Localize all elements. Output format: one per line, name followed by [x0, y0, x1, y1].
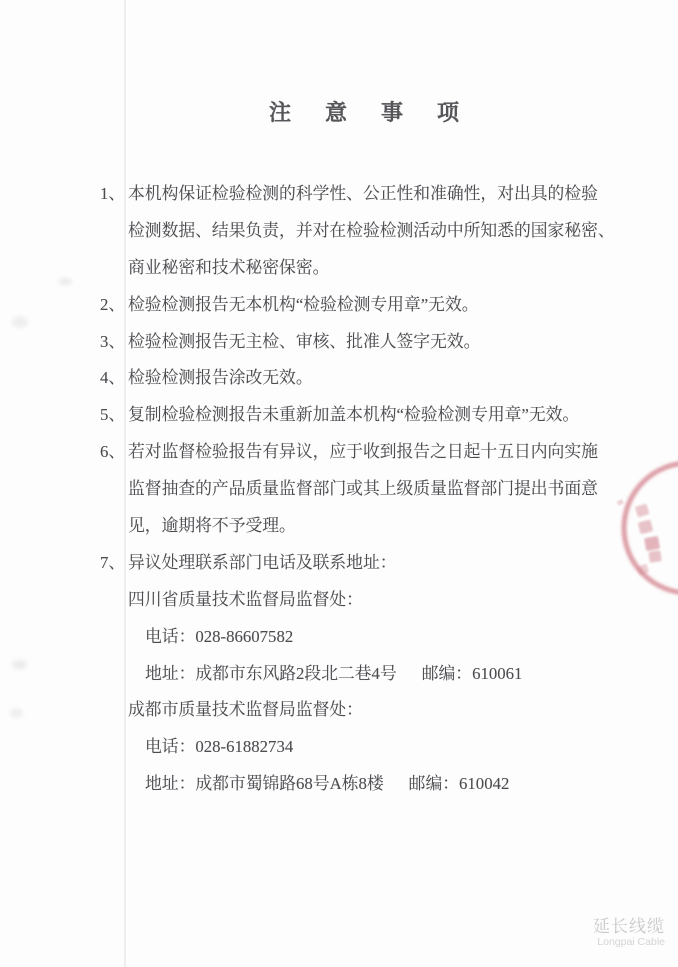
line-text: 电话：028-86607582: [145, 626, 294, 646]
notice-line: [100, 324, 638, 361]
notice-line: [100, 213, 638, 250]
line-text: 检测数据、结果负责，并对在检验检测活动中所知悉的国家秘密、: [128, 220, 615, 240]
notice-line: [100, 287, 638, 324]
line-text: 检验检测报告无本机构“检验检测专用章”无效。: [128, 294, 479, 314]
watermark: [593, 918, 665, 949]
line-text: 若对监督检验报告有异议，应于收到报告之日起十五日内向实施: [128, 442, 598, 462]
item-number: 1、: [100, 184, 126, 203]
line-text: 商业秘密和技术秘密保密。: [128, 257, 330, 277]
line-text: 见，逾期将不予受理。: [128, 516, 296, 536]
notice-line: [100, 360, 638, 397]
notice-line: [100, 545, 638, 582]
scan-smudge: [58, 278, 72, 285]
notice-line: [100, 582, 638, 619]
page-title: 注意事项: [268, 100, 493, 125]
notice-line: [100, 619, 638, 656]
postal-code: 邮编：610061: [421, 663, 523, 683]
notice-line: [100, 656, 638, 693]
item-number: 3、: [100, 331, 126, 351]
watermark-en: Longpai Cable: [597, 936, 665, 948]
notice-line: [100, 729, 638, 766]
scan-smudge: [10, 708, 23, 718]
notice-list: [100, 176, 638, 803]
line-text: 复制检验检测报告未重新加盖本机构“检验检测专用章”无效。: [128, 405, 580, 425]
scan-smudge: [12, 660, 27, 669]
item-number: 6、: [100, 442, 126, 462]
line-text: 地址：成都市蜀锦路68号A栋8楼: [145, 774, 384, 794]
line-text: 检验检测报告无主检、审核、批准人签字无效。: [128, 331, 481, 351]
line-text: 电话：028-61882734: [145, 737, 294, 757]
notice-line: [100, 508, 638, 545]
notice-line: [100, 250, 638, 287]
notice-line: [100, 397, 638, 434]
notice-line: [100, 471, 638, 508]
item-number: 2、: [100, 294, 126, 314]
line-text: 监督抽查的产品质量监督部门或其上级质量监督部门提出书面意: [128, 479, 598, 499]
line-text: 检验检测报告涂改无效。: [128, 368, 313, 388]
line-text: 本机构保证检验检测的科学性、公正性和准确性，对出具的检验: [128, 184, 598, 203]
line-text: 成都市质量技术监督局监督处：: [128, 700, 363, 720]
line-text: 地址：成都市东风路2段北二巷4号: [145, 663, 397, 683]
line-text: 异议处理联系部门电话及联系地址：: [128, 552, 397, 572]
notice-line: [100, 692, 638, 729]
scan-smudge: [12, 316, 28, 328]
notice-line: [100, 176, 638, 213]
notice-line: [100, 766, 638, 803]
item-number: 7、: [100, 552, 126, 572]
notice-line: [100, 434, 638, 471]
item-number: 4、: [100, 368, 126, 388]
line-text: 四川省质量技术监督局监督处：: [128, 589, 363, 609]
postal-code: 邮编：610042: [408, 774, 510, 794]
item-number: 5、: [100, 405, 126, 425]
watermark-cn: 延长线缆: [593, 917, 665, 936]
